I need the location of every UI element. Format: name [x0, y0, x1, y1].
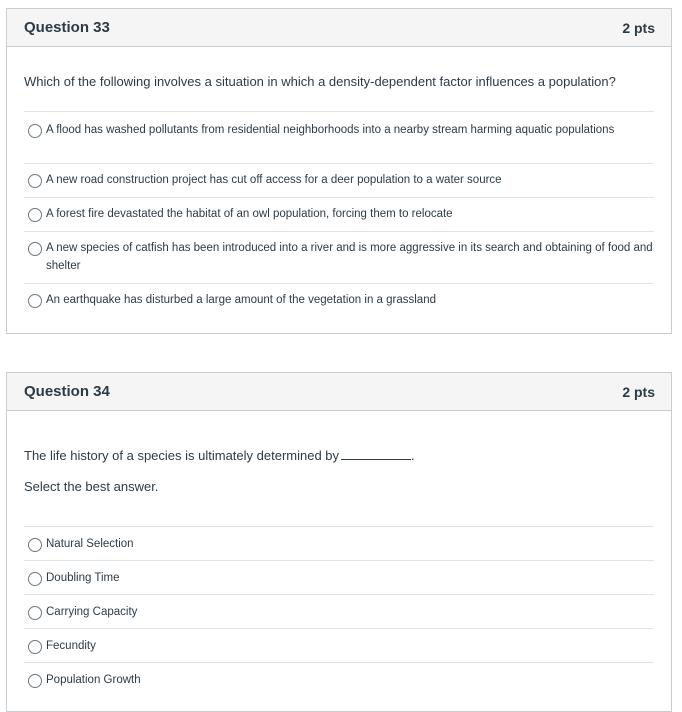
fill-in-blank — [341, 459, 411, 460]
answer-option[interactable] — [24, 526, 654, 560]
question-title: Question 33 — [24, 19, 110, 36]
question-34-card — [6, 372, 672, 712]
question-instruction: Select the best answer. — [24, 479, 159, 494]
answer-label: Fecundity — [46, 640, 96, 652]
answer-label: Carrying Capacity — [46, 606, 138, 618]
answer-label: A forest fire devastated the habitat of an owl population, forcing them to relocate — [46, 208, 453, 220]
answer-option[interactable] — [24, 662, 654, 696]
radio-button[interactable] — [28, 174, 42, 188]
answer-option[interactable] — [24, 197, 654, 231]
answer-option[interactable] — [24, 163, 654, 197]
answer-option[interactable] — [24, 594, 654, 628]
answer-list — [24, 526, 654, 696]
question-title: Question 34 — [24, 383, 110, 400]
radio-button[interactable] — [28, 606, 42, 620]
answer-option[interactable] — [24, 283, 654, 317]
radio-button[interactable] — [28, 294, 42, 308]
answer-option[interactable] — [24, 111, 654, 163]
radio-button[interactable] — [28, 640, 42, 654]
question-prompt: Which of the following involves a situation in which a density-dependent factor influences a population? — [24, 74, 616, 89]
answer-option[interactable] — [24, 560, 654, 594]
radio-button[interactable] — [28, 208, 42, 222]
answer-label: Natural Selection — [46, 538, 134, 550]
radio-button[interactable] — [28, 572, 42, 586]
answer-label: A new road construction project has cut off access for a deer population to a water source — [46, 174, 502, 186]
radio-button[interactable] — [28, 124, 42, 138]
question-header — [7, 373, 671, 411]
answer-option[interactable] — [24, 628, 654, 662]
question-33-card — [6, 8, 672, 334]
answer-label: Population Growth — [46, 674, 141, 686]
answer-label: A new species of catfish has been introduced into a river and is more aggressive in its search and obtaining of food and shelter — [46, 242, 653, 272]
radio-button[interactable] — [28, 674, 42, 688]
answer-list — [24, 111, 654, 317]
prompt-text: The life history of a species is ultimately determined by — [24, 448, 340, 463]
question-header — [7, 9, 671, 47]
question-prompt — [24, 448, 415, 463]
answer-label: An earthquake has disturbed a large amount of the vegetation in a grassland — [46, 294, 436, 306]
question-points: 2 pts — [622, 383, 655, 400]
answer-option[interactable] — [24, 231, 654, 283]
prompt-end: . — [411, 448, 415, 463]
radio-button[interactable] — [28, 538, 42, 552]
question-points: 2 pts — [622, 19, 655, 36]
radio-button[interactable] — [28, 242, 42, 256]
answer-label: A flood has washed pollutants from residential neighborhoods into a nearby stream harming aquatic populations — [46, 124, 615, 136]
answer-label: Doubling Time — [46, 572, 120, 584]
